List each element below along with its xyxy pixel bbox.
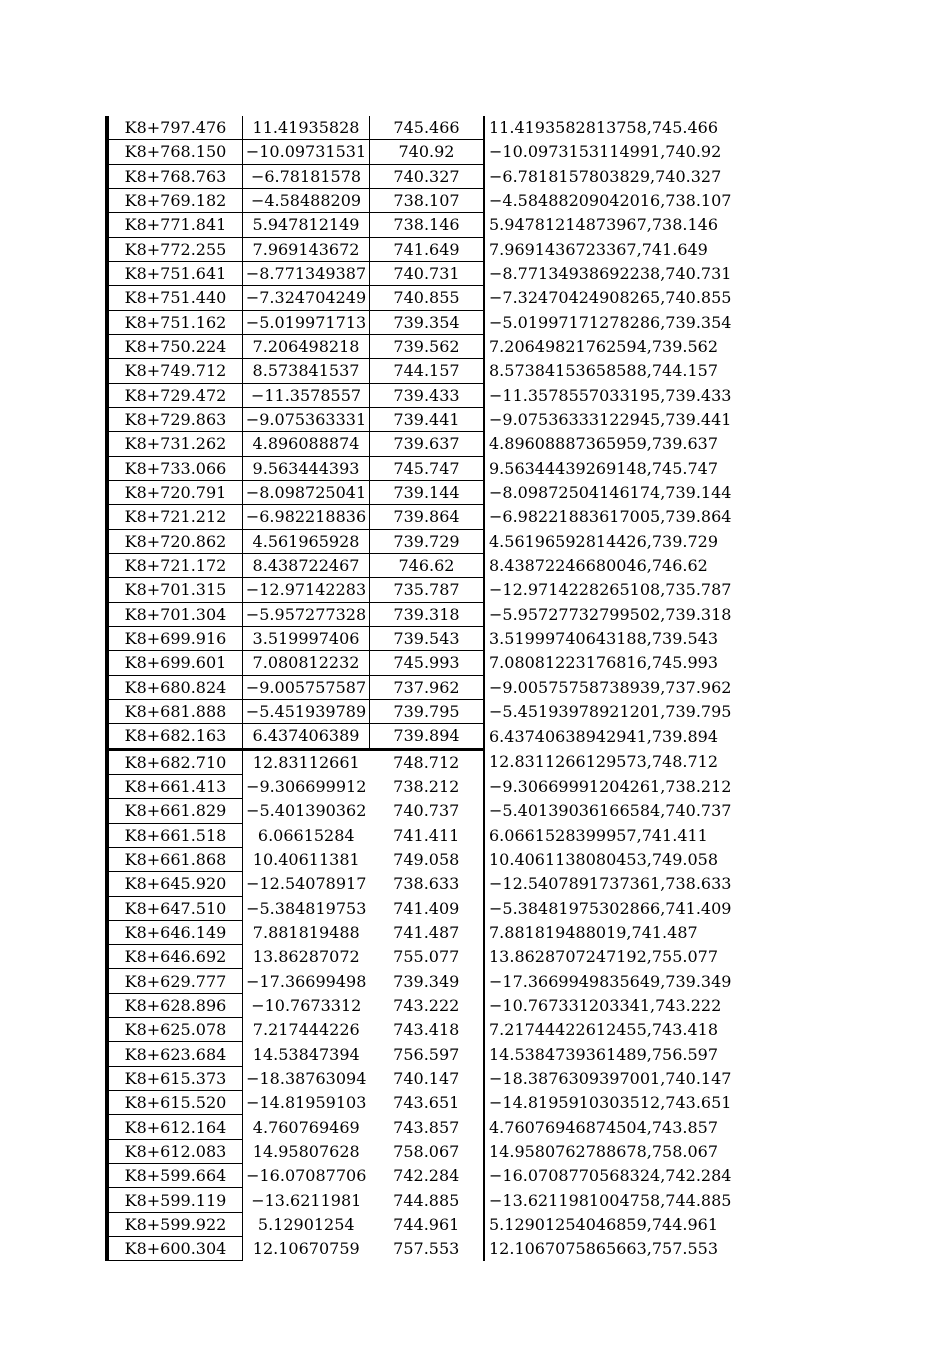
station-cell[interactable]: K8+628.896 [107,993,243,1017]
elevation-cell[interactable]: 739.864 [370,505,485,529]
station-cell[interactable]: K8+729.472 [107,383,243,407]
elevation-cell[interactable]: 739.562 [370,334,485,358]
table-row [107,383,739,407]
table-row [107,1091,739,1115]
station-cell[interactable]: K8+623.684 [107,1042,243,1066]
offset-cell[interactable]: −5.019971713 [243,310,370,334]
elevation-cell[interactable]: 739.441 [370,407,485,431]
offset-cell[interactable]: 6.06615284 [257,825,355,845]
table-row [107,920,739,944]
offset-cell[interactable]: 7.217444226 [252,1020,360,1040]
elevation-cell[interactable]: 739.433 [370,383,485,407]
coordinate-pair-cell[interactable]: −9.30669991204261,738.212 [484,774,739,798]
station-cell[interactable]: K8+720.791 [107,480,243,504]
table-body [107,116,739,1261]
elevation-cell[interactable]: 739.795 [370,699,485,723]
coordinate-pair-cell[interactable]: −14.8195910303512,743.651 [484,1091,739,1115]
offset-cell[interactable]: −11.3578557 [243,383,370,407]
elevation-cell[interactable]: 741.411 [370,823,485,847]
station-cell[interactable]: K8+661.868 [107,847,243,871]
coordinate-pair-cell[interactable]: 7.20649821762594,739.562 [484,334,739,358]
offset-cell[interactable]: −7.324704249 [243,286,370,310]
station-cell[interactable]: K8+599.664 [107,1164,243,1188]
station-cell[interactable]: K8+629.777 [107,969,243,993]
offset-cell[interactable]: −10.7673312 [251,995,362,1015]
coordinate-pair-cell[interactable]: 13.8628707247192,755.077 [484,945,739,969]
coordinate-pair-cell[interactable]: 6.0661528399957,741.411 [484,823,739,847]
elevation-cell[interactable]: 739.354 [370,310,485,334]
station-cell[interactable]: K8+772.255 [107,237,243,261]
table-row [107,1212,739,1236]
table-row [107,261,739,285]
coordinate-pair-cell[interactable]: 7.21744422612455,743.418 [484,1018,739,1042]
elevation-cell[interactable]: 756.597 [370,1042,485,1066]
table-row [107,334,739,358]
station-cell[interactable]: K8+680.824 [107,675,243,699]
table-row [107,602,739,626]
elevation-cell[interactable]: 743.418 [370,1018,485,1042]
station-cell[interactable]: K8+733.066 [107,456,243,480]
coordinate-pair-cell[interactable]: −5.45193978921201,739.795 [484,699,739,723]
elevation-cell[interactable]: 739.543 [370,626,485,650]
elevation-cell[interactable]: 739.144 [370,480,485,504]
offset-cell[interactable]: −14.81959103 [246,1093,367,1113]
table-row [107,872,739,896]
offset-cell[interactable]: 7.969143672 [243,237,370,261]
coordinate-pair-cell[interactable]: −4.58488209042016,738.107 [484,188,739,212]
offset-cell[interactable]: −9.005757587 [243,675,370,699]
offset-cell[interactable]: −18.38763094 [246,1068,367,1088]
elevation-cell[interactable]: 749.058 [370,847,485,871]
station-cell[interactable]: K8+720.862 [107,529,243,553]
station-cell[interactable]: K8+625.078 [107,1018,243,1042]
table-row [107,651,739,675]
table-row [107,1018,739,1042]
offset-cell[interactable]: 10.40611381 [252,850,360,869]
offset-cell[interactable]: −9.075363331 [243,407,370,431]
table-row [107,213,739,237]
offset-cell[interactable]: 14.95807628 [252,1141,360,1161]
offset-cell[interactable]: 8.438722467 [243,553,370,577]
station-cell[interactable]: K8+721.172 [107,553,243,577]
coordinate-pair-cell[interactable]: 4.56196592814426,739.729 [484,529,739,553]
table-row [107,480,739,504]
station-cell[interactable]: K8+599.922 [107,1212,243,1236]
offset-cell[interactable]: 9.563444393 [243,456,370,480]
coordinate-pair-cell[interactable]: 14.5384739361489,756.597 [484,1042,739,1066]
elevation-cell[interactable]: 748.712 [370,749,485,774]
table-row [107,359,739,383]
elevation-cell[interactable]: 738.107 [370,188,485,212]
table-row [107,626,739,650]
table-row [107,993,739,1017]
station-cell[interactable]: K8+769.182 [107,188,243,212]
station-cell[interactable]: K8+661.829 [107,799,243,823]
elevation-cell[interactable]: 741.487 [370,920,485,944]
elevation-cell[interactable]: 740.92 [370,140,485,164]
offset-cell[interactable]: 5.947812149 [243,213,370,237]
offset-cell[interactable]: −9.306699912 [246,777,367,797]
elevation-cell[interactable]: 739.729 [370,529,485,553]
coordinate-pair-cell[interactable]: −10.767331203341,743.222 [484,993,739,1017]
coordinate-pair-cell[interactable]: −9.07536333122945,739.441 [484,407,739,431]
coordinate-pair-cell[interactable]: 10.4061138080453,749.058 [484,847,739,871]
offset-cell[interactable]: 7.881819488 [252,922,360,942]
coordinate-pair-cell[interactable]: 4.76076946874504,743.857 [484,1115,739,1139]
coordinate-pair-cell[interactable]: −5.38481975302866,741.409 [484,896,739,920]
elevation-cell[interactable]: 741.649 [370,237,485,261]
coordinate-pair-cell[interactable]: −18.3876309397001,740.147 [484,1066,739,1090]
station-cell[interactable]: K8+615.520 [107,1091,243,1115]
table-row [107,1139,739,1163]
coordinate-pair-cell[interactable]: 7.881819488019,741.487 [484,920,739,944]
station-cell[interactable]: K8+729.863 [107,407,243,431]
table-row [107,116,739,140]
coordinate-pair-cell[interactable]: 5.12901254046859,744.961 [484,1212,739,1236]
table-row [107,675,739,699]
station-cell[interactable]: K8+661.413 [107,774,243,798]
table-row [107,699,739,723]
coordinate-pair-cell[interactable]: 8.57384153658588,744.157 [484,359,739,383]
coordinate-pair-cell[interactable]: 12.8311266129573,748.712 [484,749,739,774]
station-cell[interactable]: K8+612.083 [107,1139,243,1163]
elevation-cell[interactable]: 740.737 [370,799,485,823]
elevation-cell[interactable]: 742.284 [370,1164,485,1188]
station-cell[interactable]: K8+749.712 [107,359,243,383]
offset-cell[interactable]: −13.6211981 [251,1190,362,1210]
offset-cell[interactable]: 5.12901254 [257,1214,355,1234]
table-row [107,505,739,529]
offset-cell[interactable]: −4.58488209 [243,188,370,212]
coordinate-pair-cell[interactable]: 3.51999740643188,739.543 [484,626,739,650]
coordinate-pair-cell[interactable]: −5.40139036166584,740.737 [484,799,739,823]
station-cell[interactable]: K8+771.841 [107,213,243,237]
table-row [107,823,739,847]
table-row [107,945,739,969]
offset-cell[interactable]: −5.384819753 [246,898,367,918]
station-cell[interactable]: K8+599.119 [107,1188,243,1212]
coordinate-pair-cell[interactable]: −6.98221883617005,739.864 [484,505,739,529]
station-cell[interactable]: K8+600.304 [107,1237,243,1261]
elevation-cell[interactable]: 745.466 [370,116,485,140]
elevation-cell[interactable]: 740.855 [370,286,485,310]
station-cell[interactable]: K8+612.164 [107,1115,243,1139]
offset-cell[interactable]: −17.36699498 [246,971,367,991]
elevation-cell[interactable]: 737.962 [370,675,485,699]
elevation-cell[interactable]: 744.961 [370,1212,485,1236]
table-row [107,529,739,553]
table-row [107,553,739,577]
spreadsheet-table [105,116,739,1261]
table-row [107,1188,739,1212]
elevation-cell[interactable]: 745.747 [370,456,485,480]
elevation-cell[interactable]: 743.651 [370,1091,485,1115]
table-row [107,140,739,164]
table-row [107,1066,739,1090]
offset-cell[interactable]: 13.86287072 [252,947,360,967]
elevation-cell[interactable]: 745.993 [370,651,485,675]
offset-cell[interactable]: −12.54078917 [246,874,367,894]
elevation-cell[interactable]: 739.894 [370,724,485,749]
elevation-cell[interactable]: 735.787 [370,578,485,602]
table-row [107,1164,739,1188]
coordinate-pair-cell[interactable]: −10.0973153114991,740.92 [484,140,739,164]
coordinate-pair-cell[interactable]: −16.0708770568324,742.284 [484,1164,739,1188]
offset-cell[interactable]: −5.451939789 [243,699,370,723]
table-row [107,578,739,602]
station-cell[interactable]: K8+701.315 [107,578,243,602]
table-row [107,847,739,871]
table-row [107,724,739,749]
table-row [107,969,739,993]
coordinate-pair-cell[interactable]: 6.43740638942941,739.894 [484,724,739,749]
table-row [107,237,739,261]
coordinate-pair-cell[interactable]: 4.89608887365959,739.637 [484,432,739,456]
table-row [107,1115,739,1139]
coordinate-pair-cell[interactable]: 12.1067075865663,757.553 [484,1237,739,1261]
elevation-cell[interactable]: 738.146 [370,213,485,237]
coordinate-pair-cell[interactable]: 14.9580762788678,758.067 [484,1139,739,1163]
station-cell[interactable]: K8+797.476 [107,116,243,140]
coordinate-pair-cell[interactable]: −17.3669949835649,739.349 [484,969,739,993]
elevation-cell[interactable]: 740.731 [370,261,485,285]
table-row [107,799,739,823]
coordinate-pair-cell[interactable]: −12.5407891737361,738.633 [484,872,739,896]
table-row [107,749,739,774]
table-row [107,432,739,456]
station-cell[interactable]: K8+681.888 [107,699,243,723]
coordinate-pair-cell[interactable]: 5.94781214873967,738.146 [484,213,739,237]
coordinate-pair-cell[interactable]: −8.09872504146174,739.144 [484,480,739,504]
station-cell[interactable]: K8+751.162 [107,310,243,334]
elevation-cell[interactable]: 743.222 [370,993,485,1017]
elevation-cell[interactable]: 757.553 [370,1237,485,1261]
offset-cell[interactable]: −10.09731531 [243,140,370,164]
elevation-cell[interactable]: 746.62 [370,553,485,577]
table-row [107,188,739,212]
station-cell[interactable]: K8+699.916 [107,626,243,650]
station-cell[interactable]: K8+751.440 [107,286,243,310]
offset-cell[interactable]: −8.098725041 [243,480,370,504]
elevation-cell[interactable]: 739.349 [370,969,485,993]
elevation-cell[interactable]: 738.212 [370,774,485,798]
coordinate-pair-cell[interactable]: −12.9714228265108,735.787 [484,578,739,602]
offset-cell[interactable]: −6.78181578 [243,164,370,188]
elevation-cell[interactable]: 744.157 [370,359,485,383]
offset-cell[interactable]: −16.07087706 [246,1166,367,1186]
coordinate-pair-cell[interactable]: 7.9691436723367,741.649 [484,237,739,261]
station-cell[interactable]: K8+647.510 [107,896,243,920]
elevation-cell[interactable]: 738.633 [370,872,485,896]
table-row [107,407,739,431]
offset-cell[interactable]: 7.206498218 [243,334,370,358]
station-cell[interactable]: K8+750.224 [107,334,243,358]
station-cell[interactable]: K8+661.518 [107,823,243,847]
offset-cell[interactable]: −8.771349387 [243,261,370,285]
coordinate-pair-cell[interactable]: −5.01997171278286,739.354 [484,310,739,334]
coordinate-pair-cell[interactable]: 11.4193582813758,745.466 [484,116,739,140]
offset-cell[interactable]: 4.896088874 [243,432,370,456]
offset-cell[interactable]: 7.080812232 [243,651,370,675]
coordinate-pair-cell[interactable]: 8.43872246680046,746.62 [484,553,739,577]
coordinate-pair-cell[interactable]: −9.00575758738939,737.962 [484,675,739,699]
station-cell[interactable]: K8+731.262 [107,432,243,456]
offset-cell[interactable]: 12.83112661 [252,752,360,772]
elevation-cell[interactable]: 755.077 [370,945,485,969]
coordinate-pair-cell[interactable]: −11.3578557033195,739.433 [484,383,739,407]
elevation-cell[interactable]: 739.637 [370,432,485,456]
table-row [107,774,739,798]
station-cell[interactable]: K8+646.149 [107,920,243,944]
offset-cell[interactable]: 12.10670759 [252,1239,360,1259]
station-cell[interactable]: K8+646.692 [107,945,243,969]
station-cell[interactable]: K8+751.641 [107,261,243,285]
table-row [107,1237,739,1261]
elevation-cell[interactable]: 740.327 [370,164,485,188]
station-cell[interactable]: K8+701.304 [107,602,243,626]
station-cell[interactable]: K8+768.763 [107,164,243,188]
coordinate-pair-cell[interactable]: −13.6211981004758,744.885 [484,1188,739,1212]
offset-cell[interactable]: 3.519997406 [243,626,370,650]
elevation-cell[interactable]: 744.885 [370,1188,485,1212]
coordinate-pair-cell[interactable]: −7.32470424908265,740.855 [484,286,739,310]
station-cell[interactable]: K8+768.150 [107,140,243,164]
station-cell[interactable]: K8+682.163 [107,724,243,749]
offset-cell[interactable]: 4.561965928 [243,529,370,553]
elevation-cell[interactable]: 739.318 [370,602,485,626]
station-cell[interactable]: K8+721.212 [107,505,243,529]
table-row [107,896,739,920]
station-cell[interactable]: K8+682.710 [107,749,243,774]
elevation-cell[interactable]: 758.067 [370,1139,485,1163]
coordinate-pair-cell[interactable]: 7.08081223176816,745.993 [484,651,739,675]
offset-cell[interactable]: −12.97142283 [243,578,370,602]
offset-cell[interactable]: −5.401390362 [246,801,367,821]
coordinate-pair-cell[interactable]: −6.7818157803829,740.327 [484,164,739,188]
station-cell[interactable]: K8+699.601 [107,651,243,675]
elevation-cell[interactable]: 741.409 [370,896,485,920]
offset-cell[interactable]: 4.760769469 [252,1117,360,1137]
elevation-cell[interactable]: 743.857 [370,1115,485,1139]
offset-cell[interactable]: 14.53847394 [252,1044,360,1064]
offset-cell[interactable]: 8.573841537 [243,359,370,383]
offset-cell[interactable]: −6.982218836 [243,505,370,529]
station-cell[interactable]: K8+645.920 [107,872,243,896]
coordinate-pair-cell[interactable]: −5.95727732799502,739.318 [484,602,739,626]
table-row [107,164,739,188]
table-row [107,456,739,480]
offset-cell[interactable]: 11.41935828 [243,116,370,140]
offset-cell[interactable]: −5.957277328 [243,602,370,626]
coordinate-pair-cell[interactable]: −8.77134938692238,740.731 [484,261,739,285]
station-cell[interactable]: K8+615.373 [107,1066,243,1090]
coordinate-pair-cell[interactable]: 9.56344439269148,745.747 [484,456,739,480]
table-row [107,310,739,334]
table-row [107,1042,739,1066]
offset-cell[interactable]: 6.437406389 [243,724,370,749]
elevation-cell[interactable]: 740.147 [370,1066,485,1090]
table-row [107,286,739,310]
